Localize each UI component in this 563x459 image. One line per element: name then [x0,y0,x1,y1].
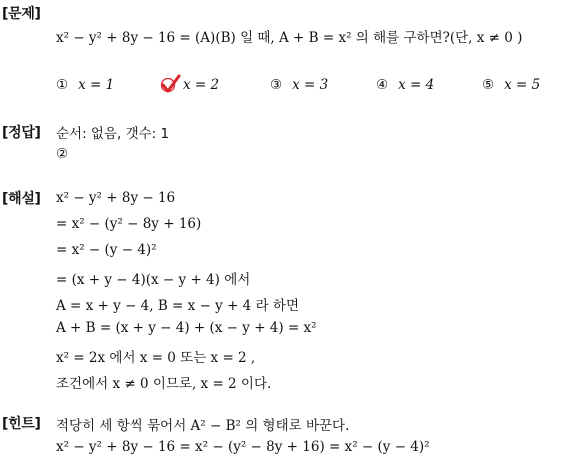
choice-3[interactable] [270,77,328,93]
choice-text: x = 4 [398,77,435,93]
section-label-answer: [정답] [2,125,41,141]
explanation-line: 조건에서 x ≠ 0 이므로, x = 2 이다. [56,376,272,392]
choice-5[interactable] [482,77,540,93]
section-label-problem: [문제] [2,6,41,22]
choice-text: x = 2 [183,77,220,93]
explanation-line: x² − y² + 8y − 16 [56,190,176,206]
choice-1[interactable] [56,77,114,93]
choice-4[interactable] [376,77,434,93]
explanation-line: = (x + y − 4)(x − y + 4) 에서 [56,272,251,288]
hint-line: 적당히 세 항씩 묶어서 A² − B² 의 형태로 바꾼다. [56,418,350,434]
section-label-hint: [힌트] [2,416,41,432]
choice-text: x = 3 [292,77,329,93]
choice-number: ⑤ [482,77,495,93]
answer-value: ② [56,146,69,162]
section-label-explanation: [해설] [2,191,41,207]
choice-2[interactable] [183,77,219,93]
explanation-line: A = x + y − 4, B = x − y + 4 라 하면 [56,298,299,314]
explanation-line: A + B = (x + y − 4) + (x − y + 4) = x² [56,320,317,336]
choice-number: ④ [376,77,389,93]
explanation-line: = x² − (y² − 8y + 16) [56,216,202,232]
explanation-line: x² = 2x 에서 x = 0 또는 x = 2 , [56,350,256,366]
explanation-line: = x² − (y − 4)² [56,242,157,258]
answer-meta: 순서: 없음, 갯수: 1 [56,126,170,142]
choice-text: x = 5 [504,77,541,93]
choice-number: ① [56,77,69,93]
choice-number: ③ [270,77,283,93]
check-mark-icon [159,73,181,95]
problem-statement: x² − y² + 8y − 16 = (A)(B) 일 때, A + B = x² 의 해를 구하면?(단, x ≠ 0 ) [56,30,523,46]
hint-line: x² − y² + 8y − 16 = x² − (y² − 8y + 16) = x² − (y − 4)² [56,439,430,455]
choice-text: x = 1 [78,77,115,93]
